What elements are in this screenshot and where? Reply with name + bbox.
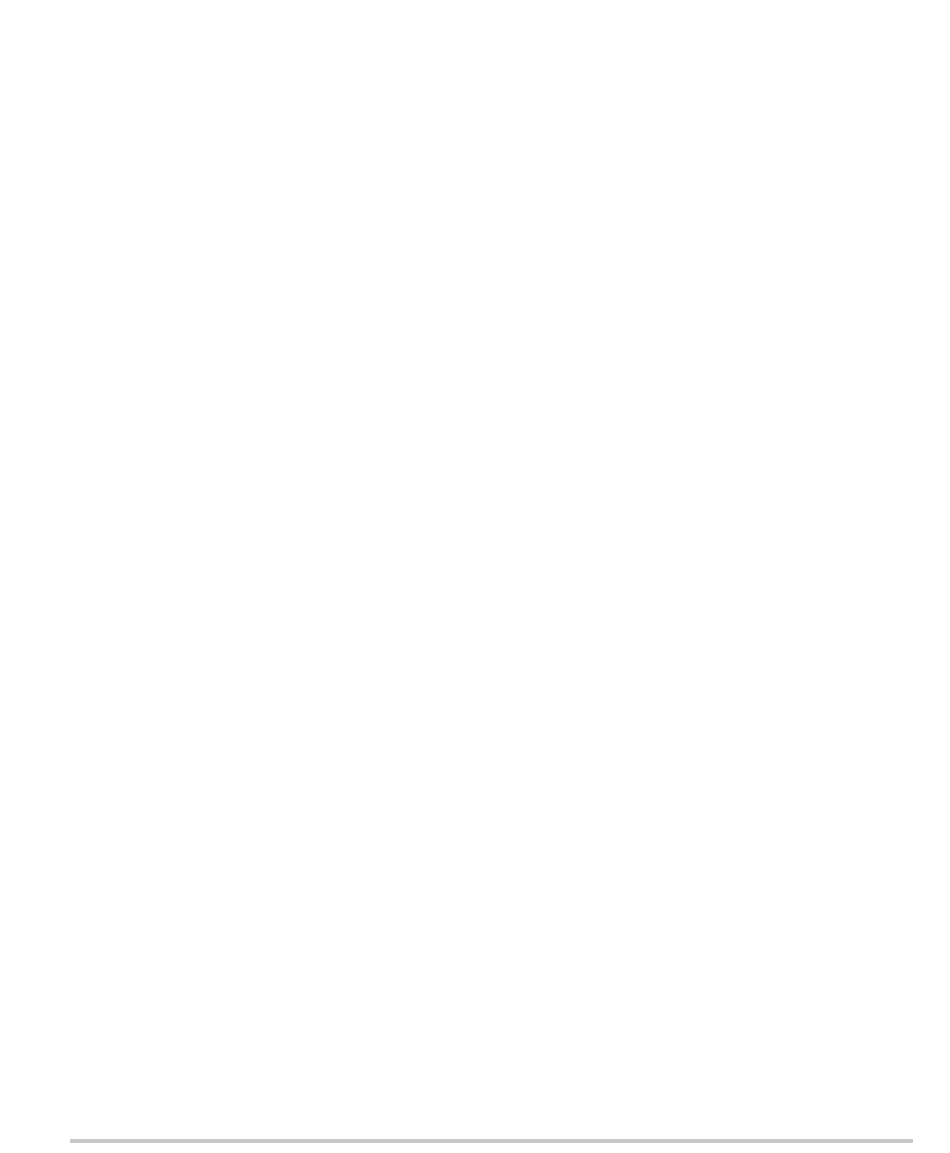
footer-rule	[70, 1139, 913, 1143]
